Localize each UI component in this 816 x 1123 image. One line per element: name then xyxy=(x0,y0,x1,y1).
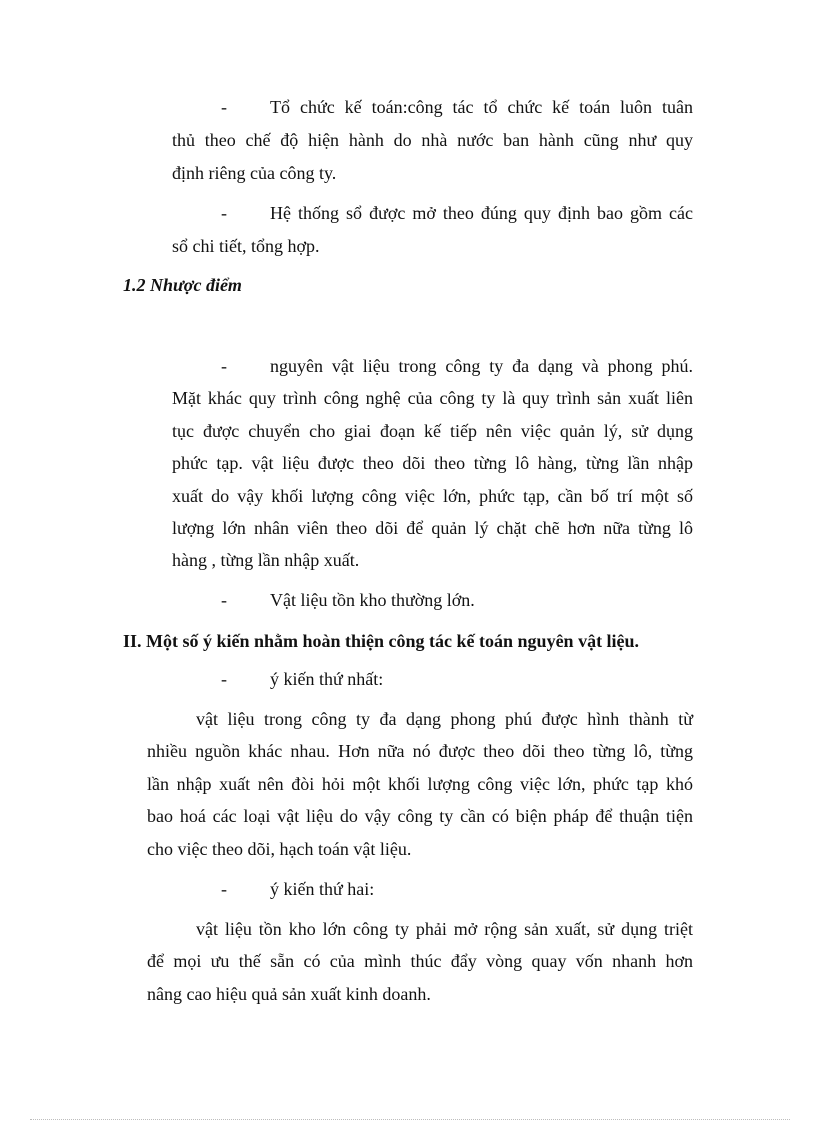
paragraph-line: phức tạp. vật liệu được theo dõi theo từng lô hàng, từng lần nhập xyxy=(172,453,693,473)
opinion-label: ý kiến thứ hai: xyxy=(270,879,375,899)
paragraph-line: lần nhập xuất nên đòi hỏi một khối lượng công việc lớn, phức tạp khó xyxy=(147,774,693,794)
paragraph-line: nhiều nguồn khác nhau. Hơn nữa nó được theo dõi theo từng lô, từng xyxy=(147,741,693,761)
paragraph-line: hàng , từng lần nhập xuất. xyxy=(172,550,360,570)
bullet-dash: - xyxy=(221,879,227,899)
paragraph-line: nguyên vật liệu trong công ty đa dạng và phong phú. xyxy=(270,356,693,376)
paragraph-line: định riêng của công ty. xyxy=(172,163,337,183)
paragraph-line: vật liệu tồn kho lớn công ty phải mở rộng sản xuất, sử dụng triệt xyxy=(196,919,693,939)
paragraph-line: Mặt khác quy trình công nghệ của công ty là quy trình sản xuất liên xyxy=(172,388,693,408)
page-bottom-rule xyxy=(30,1119,790,1120)
section-heading: 1.2 Nhược điểm xyxy=(123,275,242,295)
paragraph-line: tục được chuyển cho giai đoạn kế tiếp nên việc quản lý, sử dụng xyxy=(172,421,693,441)
section-heading: II. Một số ý kiến nhằm hoàn thiện công tác kế toán nguyên vật liệu. xyxy=(123,631,640,651)
paragraph-line: nâng cao hiệu quả sản xuất kinh doanh. xyxy=(147,984,431,1004)
paragraph-line: xuất do vậy khối lượng công việc lớn, phức tạp, cần bố trí một số xyxy=(172,486,693,506)
paragraph-line: sổ chi tiết, tổng hợp. xyxy=(172,236,320,256)
paragraph-line: để mọi ưu thế sẵn có của mình thúc đẩy vòng quay vốn nhanh hơn xyxy=(147,951,693,971)
paragraph-line: thủ theo chế độ hiện hành do nhà nước ban hành cũng như quy xyxy=(172,130,693,150)
bullet-dash: - xyxy=(221,97,227,117)
bullet-dash: - xyxy=(221,203,227,223)
paragraph-line: Tổ chức kế toán:công tác tổ chức kế toán luôn tuân xyxy=(270,97,693,117)
paragraph-line: lượng lớn nhân viên theo dõi để quản lý chặt chẽ hơn nữa từng lô xyxy=(172,518,693,538)
bullet-dash: - xyxy=(221,669,227,689)
paragraph-line: Hệ thống sổ được mở theo đúng quy định bao gồm các xyxy=(270,203,693,223)
paragraph-line: vật liệu trong công ty đa dạng phong phú được hình thành từ xyxy=(196,709,693,729)
bullet-dash: - xyxy=(221,590,227,610)
bullet-dash: - xyxy=(221,356,227,376)
paragraph-line: Vật liệu tồn kho thường lớn. xyxy=(270,590,475,610)
paragraph-line: cho việc theo dõi, hạch toán vật liệu. xyxy=(147,839,412,859)
paragraph-line: bao hoá các loại vật liệu do vậy công ty cần có biện pháp để thuận tiện xyxy=(147,806,693,826)
opinion-label: ý kiến thứ nhất: xyxy=(270,669,384,689)
